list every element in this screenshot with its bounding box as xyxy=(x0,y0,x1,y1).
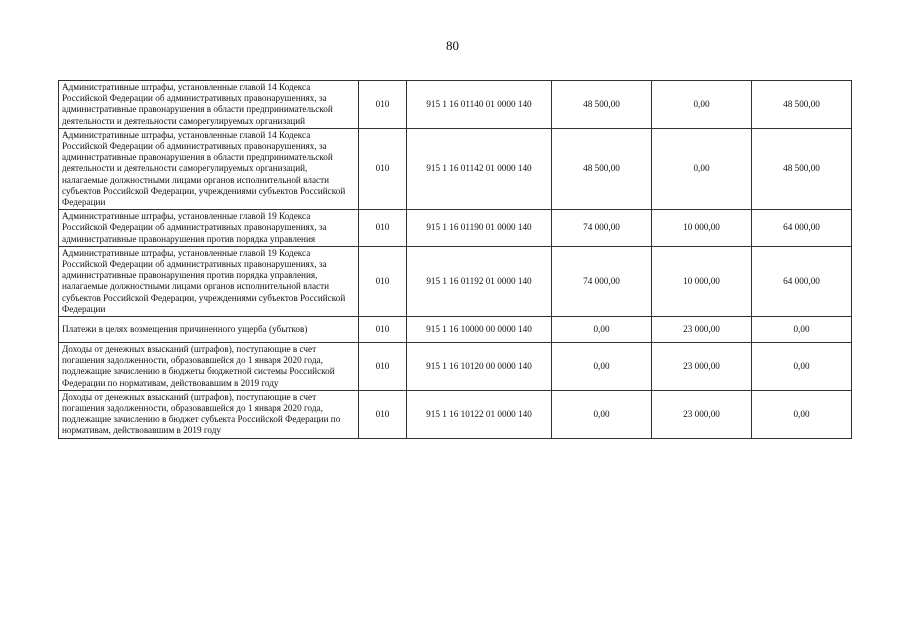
row-code: 010 xyxy=(359,81,407,129)
row-value-3: 0,00 xyxy=(752,317,852,343)
row-description: Платежи в целях возмещения причиненного ущерба (убытков) xyxy=(59,317,359,343)
row-value-3: 0,00 xyxy=(752,390,852,438)
row-value-1: 48 500,00 xyxy=(552,128,652,209)
row-kbk: 915 1 16 01140 01 0000 140 xyxy=(407,81,552,129)
row-value-2: 10 000,00 xyxy=(652,246,752,316)
row-kbk: 915 1 16 10122 01 0000 140 xyxy=(407,390,552,438)
row-value-2: 23 000,00 xyxy=(652,390,752,438)
row-value-1: 74 000,00 xyxy=(552,210,652,247)
table-row xyxy=(59,246,852,316)
row-code: 010 xyxy=(359,128,407,209)
table-row xyxy=(59,81,852,129)
row-kbk: 915 1 16 01192 01 0000 140 xyxy=(407,246,552,316)
row-value-3: 64 000,00 xyxy=(752,210,852,247)
row-code: 010 xyxy=(359,317,407,343)
row-value-3: 64 000,00 xyxy=(752,246,852,316)
row-code: 010 xyxy=(359,343,407,391)
row-value-2: 0,00 xyxy=(652,128,752,209)
row-description: Доходы от денежных взысканий (штрафов), поступающие в счет погашения задолженности, образовавшейся до 1 января 2020 года, подлежащие зачислению в бюджет субъекта Российской Федерации по нормативам, действовавшим в 2019 году xyxy=(59,390,359,438)
row-value-1: 0,00 xyxy=(552,317,652,343)
page-number: 80 xyxy=(446,38,459,53)
row-value-2: 23 000,00 xyxy=(652,317,752,343)
row-value-1: 0,00 xyxy=(552,390,652,438)
row-kbk: 915 1 16 01190 01 0000 140 xyxy=(407,210,552,247)
table-row xyxy=(59,128,852,209)
table-row xyxy=(59,317,852,343)
row-description: Административные штрафы, установленные главой 19 Кодекса Российской Федерации об административных правонарушениях, за административные правонарушения против порядка управления, налагаемые должностными лицами органов исполнительной власти субъектов Российской Федерации, учреждениями субъектов Российской Федерации xyxy=(59,246,359,316)
row-value-1: 74 000,00 xyxy=(552,246,652,316)
row-kbk: 915 1 16 10000 00 0000 140 xyxy=(407,317,552,343)
row-value-3: 48 500,00 xyxy=(752,81,852,129)
row-description: Доходы от денежных взысканий (штрафов), поступающие в счет погашения задолженности, образовавшейся до 1 января 2020 года, подлежащие зачислению в бюджеты бюджетной системы Российской Федерации по нормативам, действовавшим в 2019 году xyxy=(59,343,359,391)
table-row xyxy=(59,210,852,247)
row-value-3: 0,00 xyxy=(752,343,852,391)
budget-income-table xyxy=(58,80,852,439)
row-value-3: 48 500,00 xyxy=(752,128,852,209)
row-value-1: 0,00 xyxy=(552,343,652,391)
row-value-1: 48 500,00 xyxy=(552,81,652,129)
table-row xyxy=(59,390,852,438)
row-value-2: 10 000,00 xyxy=(652,210,752,247)
row-code: 010 xyxy=(359,210,407,247)
row-value-2: 0,00 xyxy=(652,81,752,129)
row-description: Административные штрафы, установленные главой 14 Кодекса Российской Федерации об административных правонарушениях, за административные правонарушения в области предпринимательской деятельности и деятельности саморегулируемых организаций, налагаемые должностными лицами органов исполнительной власти субъектов Российской Федерации, учреждениями субъектов Российской Федерации xyxy=(59,128,359,209)
row-code: 010 xyxy=(359,390,407,438)
row-description: Административные штрафы, установленные главой 14 Кодекса Российской Федерации об административных правонарушениях, за административные правонарушения в области предпринимательской деятельности и деятельности саморегулируемых организаций xyxy=(59,81,359,129)
row-kbk: 915 1 16 01142 01 0000 140 xyxy=(407,128,552,209)
row-code: 010 xyxy=(359,246,407,316)
row-description: Административные штрафы, установленные главой 19 Кодекса Российской Федерации об административных правонарушениях, за административные правонарушения против порядка управления xyxy=(59,210,359,247)
row-kbk: 915 1 16 10120 00 0000 140 xyxy=(407,343,552,391)
row-value-2: 23 000,00 xyxy=(652,343,752,391)
table-row xyxy=(59,343,852,391)
